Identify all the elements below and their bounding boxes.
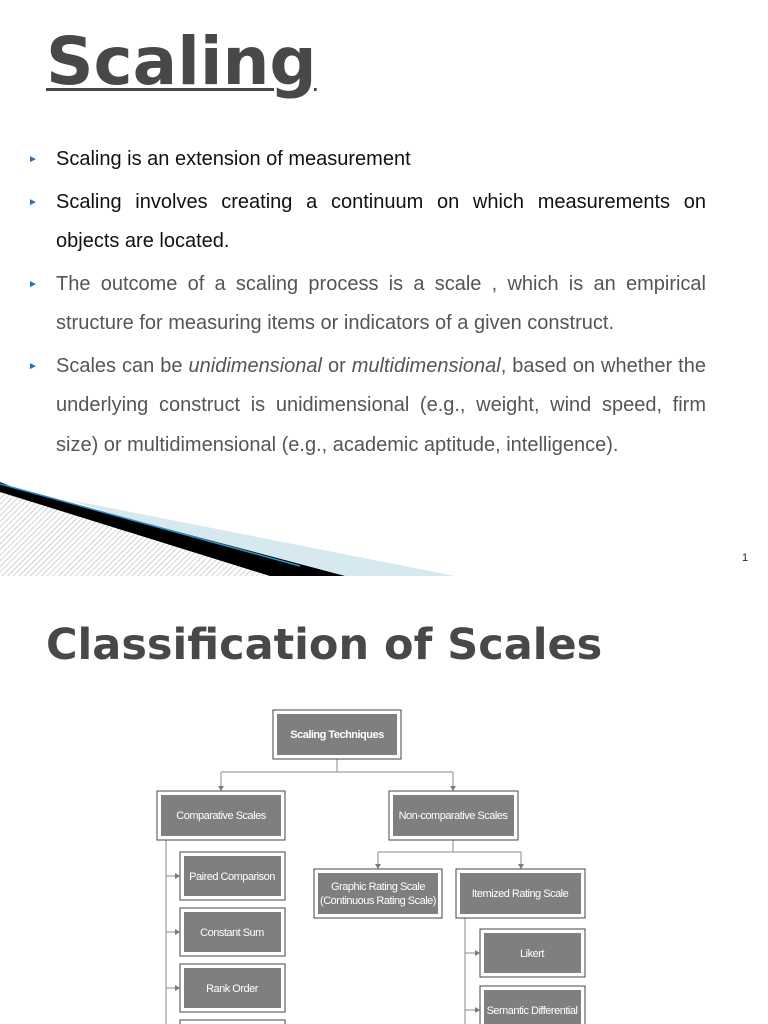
node-label: Scaling Techniques xyxy=(290,729,384,741)
slide-classification xyxy=(0,588,768,1024)
node-label-line2: (Continuous Rating Scale) xyxy=(320,895,436,907)
bullet-text-part: or xyxy=(321,354,352,377)
node-label: Likert xyxy=(520,948,544,960)
bullet-text: Scaling is an extension of measurement xyxy=(56,148,411,170)
node-likert xyxy=(480,929,585,977)
node-paired-comparison xyxy=(180,852,285,900)
node-label: Comparative Scales xyxy=(176,810,266,822)
node-constant-sum xyxy=(180,908,285,956)
node-label: Paired Comparison xyxy=(189,871,275,883)
node-label: Non-comparative Scales xyxy=(398,810,508,822)
bullet-list xyxy=(28,140,706,468)
bullet-marker-icon: ► xyxy=(28,278,38,290)
node-label: Rank Order xyxy=(206,983,258,995)
node-label-line1: Graphic Rating Scale xyxy=(331,881,425,893)
node-scaling-techniques xyxy=(273,710,401,759)
classification-diagram xyxy=(0,588,768,1024)
node-label: Itemized Rating Scale xyxy=(471,888,569,900)
bullet-text-emphasis: unidimensional xyxy=(188,354,322,377)
decorative-swoosh xyxy=(0,470,768,576)
bullet-item xyxy=(28,265,706,344)
slide-title: Classification of Scales xyxy=(46,620,603,670)
node-itemized-rating-scale xyxy=(456,869,585,918)
node-semantic-differential xyxy=(480,986,585,1024)
bullet-text: Scaling involves creating a continuum on which measurements on objects are located. xyxy=(56,190,706,252)
node-rank-order xyxy=(180,964,285,1012)
node-graphic-rating-scale xyxy=(314,869,442,918)
page-number: 1 xyxy=(742,552,749,564)
node-partial-box xyxy=(180,1020,285,1024)
slide-separator xyxy=(0,576,768,588)
bullet-item xyxy=(28,183,706,262)
node-label: Constant Sum xyxy=(200,927,264,939)
node-non-comparative-scales xyxy=(389,791,518,840)
bullet-marker-icon: ► xyxy=(28,196,38,208)
slide-title: Scaling xyxy=(46,23,317,100)
bullet-text-emphasis: multidimensional xyxy=(351,354,501,377)
bullet-text: The outcome of a scaling process is a scale , which is an empirical structure for measuring items or indicators of a given construct. xyxy=(56,272,706,334)
node-label: Semantic Differential xyxy=(486,1005,578,1017)
bullet-text-part: Scales can be xyxy=(56,354,189,377)
bullet-item xyxy=(28,347,706,466)
bullet-marker-icon: ► xyxy=(28,154,38,165)
bullet-marker-icon: ► xyxy=(28,360,38,372)
bullet-item xyxy=(28,140,706,180)
bullet-text-part: , based on whether the underlying construct is unidimensional (e.g., weight, wind speed, firm size) or multidimensional (e.g., academic aptitude, intelligence). xyxy=(56,354,706,456)
node-comparative-scales xyxy=(157,791,285,840)
